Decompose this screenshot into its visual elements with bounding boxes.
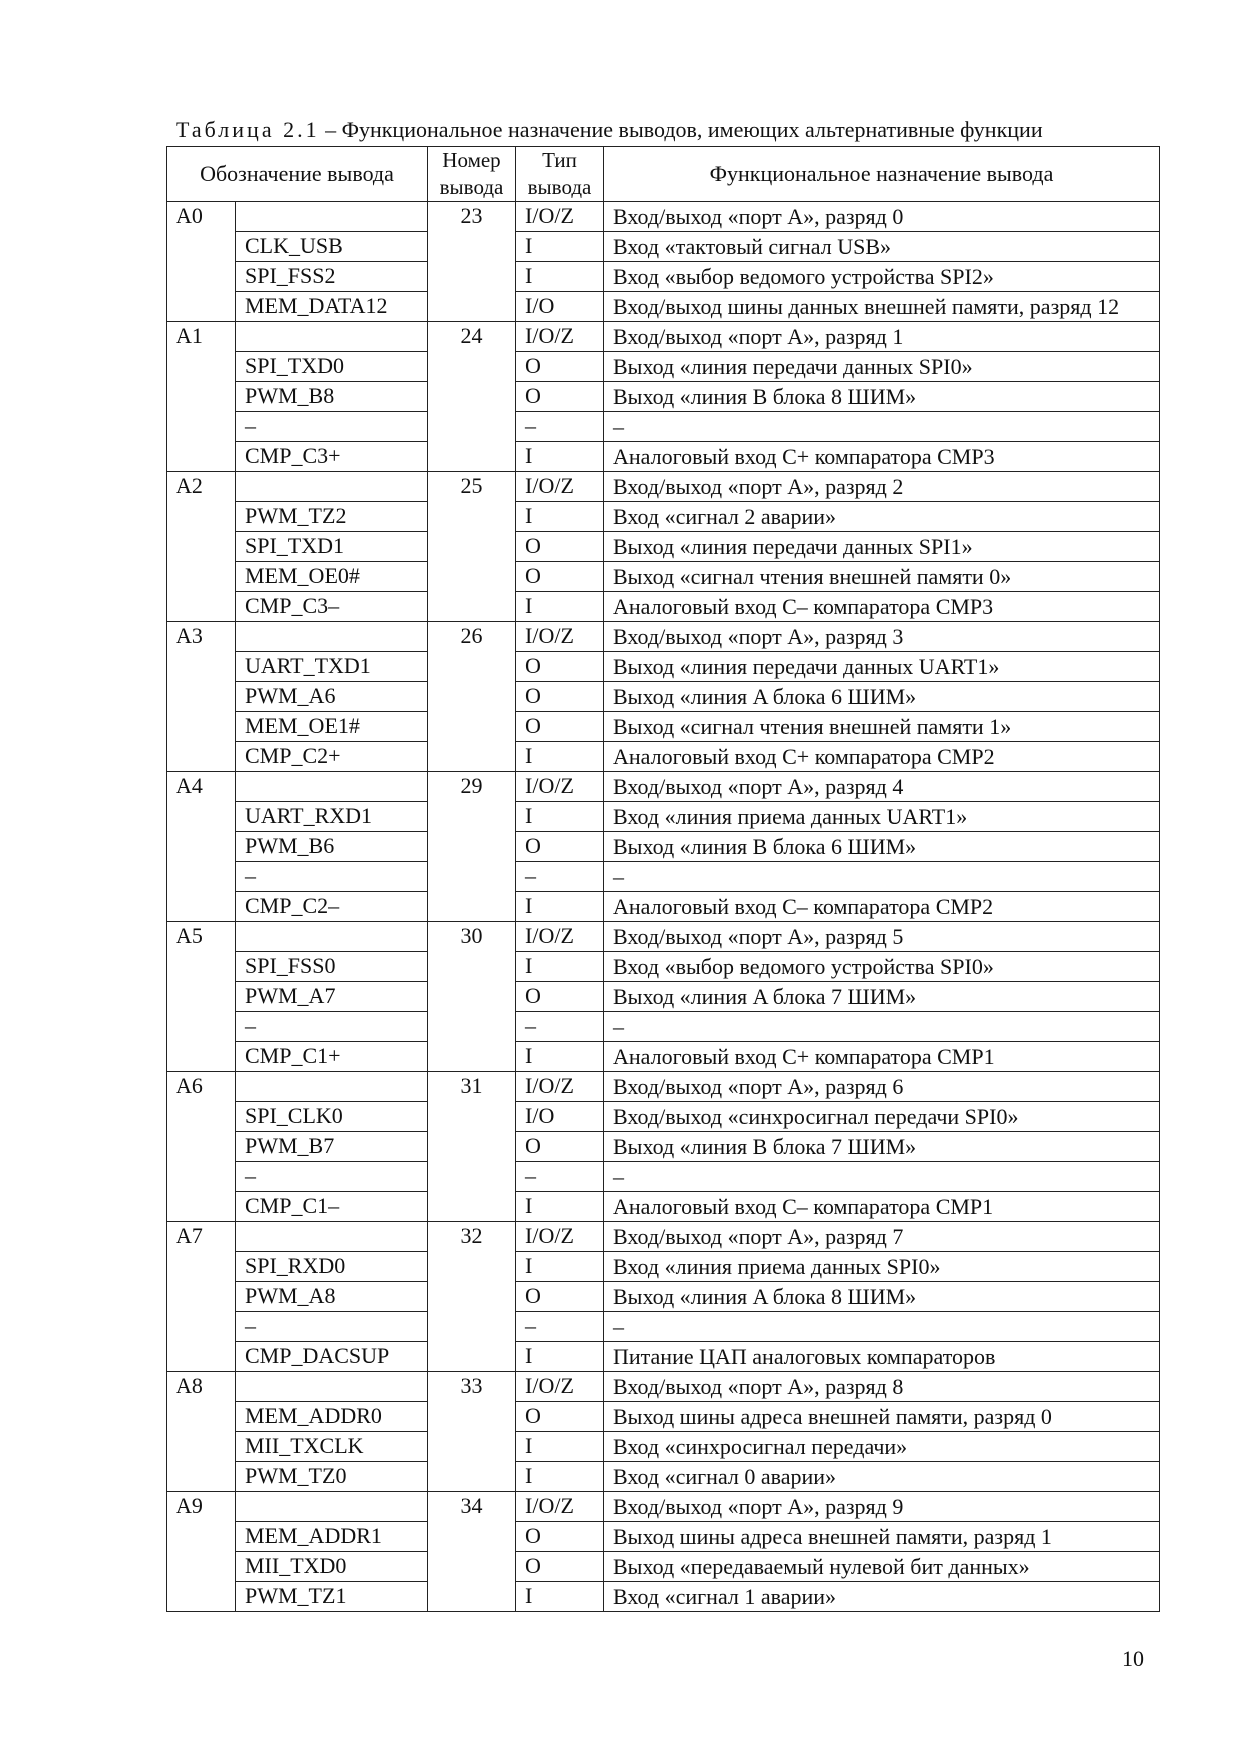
function-description-cell: Выход «линия A блока 6 ШИМ»: [604, 682, 1160, 712]
function-description-cell: Выход «линия B блока 6 ШИМ»: [604, 832, 1160, 862]
table-row: [167, 1372, 1160, 1402]
pin-type-cell: I/O/Z: [516, 1222, 604, 1252]
function-description-cell: Вход «тактовый сигнал USB»: [604, 232, 1160, 262]
function-description-cell: Выход «линия передачи данных UART1»: [604, 652, 1160, 682]
function-description-cell: Выход «линия передачи данных SPI1»: [604, 532, 1160, 562]
alt-function-cell: MEM_DATA12: [236, 292, 428, 322]
alt-function-cell: CMP_C2–: [236, 892, 428, 922]
function-description-cell: Выход «сигнал чтения внешней памяти 1»: [604, 712, 1160, 742]
function-description-cell: Выход «передаваемый нулевой бит данных»: [604, 1552, 1160, 1582]
alt-function-cell: UART_RXD1: [236, 802, 428, 832]
function-description-cell: Аналоговый вход C+ компаратора CMP3: [604, 442, 1160, 472]
table-row: [167, 712, 1160, 742]
table-row: [167, 562, 1160, 592]
alt-function-cell: PWM_TZ1: [236, 1582, 428, 1612]
alt-function-cell: [236, 772, 428, 802]
function-description-cell: Вход «линия приема данных UART1»: [604, 802, 1160, 832]
table-row: [167, 952, 1160, 982]
pin-type-cell: I: [516, 1342, 604, 1372]
table-row: [167, 232, 1160, 262]
pin-type-cell: I: [516, 1042, 604, 1072]
pin-type-cell: –: [516, 1012, 604, 1042]
table-row: [167, 532, 1160, 562]
pin-number-cell: 32: [428, 1222, 516, 1372]
table-row: [167, 412, 1160, 442]
table-row: [167, 892, 1160, 922]
pin-designation-cell: A0: [167, 202, 236, 322]
function-description-cell: Вход «выбор ведомого устройства SPI0»: [604, 952, 1160, 982]
header-function: Функциональное назначение вывода: [604, 147, 1160, 202]
pin-type-cell: O: [516, 982, 604, 1012]
pin-number-cell: 26: [428, 622, 516, 772]
pin-type-cell: I/O/Z: [516, 1372, 604, 1402]
pin-type-cell: I: [516, 892, 604, 922]
pin-designation-cell: A2: [167, 472, 236, 622]
table-row: [167, 1402, 1160, 1432]
alt-function-cell: CMP_C2+: [236, 742, 428, 772]
alt-function-cell: MEM_OE0#: [236, 562, 428, 592]
pin-type-cell: O: [516, 712, 604, 742]
alt-function-cell: PWM_A6: [236, 682, 428, 712]
pin-type-cell: I: [516, 1252, 604, 1282]
table-row: [167, 1582, 1160, 1612]
table-row: [167, 322, 1160, 352]
function-description-cell: Вход/выход «порт A», разряд 6: [604, 1072, 1160, 1102]
alt-function-cell: –: [236, 862, 428, 892]
header-pin-number-line2: вывода: [439, 175, 504, 199]
pin-number-cell: 23: [428, 202, 516, 322]
pin-type-cell: O: [516, 832, 604, 862]
function-description-cell: Питание ЦАП аналоговых компараторов: [604, 1342, 1160, 1372]
function-description-cell: Аналоговый вход C– компаратора CMP2: [604, 892, 1160, 922]
alt-function-cell: PWM_B6: [236, 832, 428, 862]
table-row: [167, 772, 1160, 802]
alt-function-cell: SPI_CLK0: [236, 1102, 428, 1132]
alt-function-cell: [236, 622, 428, 652]
alt-function-cell: MEM_ADDR0: [236, 1402, 428, 1432]
pin-designation-cell: A8: [167, 1372, 236, 1492]
function-description-cell: Вход/выход «порт A», разряд 0: [604, 202, 1160, 232]
function-description-cell: Выход «линия B блока 8 ШИМ»: [604, 382, 1160, 412]
alt-function-cell: MII_TXD0: [236, 1552, 428, 1582]
table-row: [167, 352, 1160, 382]
alt-function-cell: SPI_TXD0: [236, 352, 428, 382]
table-body: [167, 202, 1160, 1612]
table-row: [167, 1432, 1160, 1462]
alt-function-cell: PWM_A8: [236, 1282, 428, 1312]
table-row: [167, 1192, 1160, 1222]
alt-function-cell: PWM_TZ2: [236, 502, 428, 532]
pin-number-cell: 33: [428, 1372, 516, 1492]
pin-type-cell: I/O/Z: [516, 922, 604, 952]
table-row: [167, 1282, 1160, 1312]
alt-function-cell: [236, 922, 428, 952]
alt-function-cell: SPI_TXD1: [236, 532, 428, 562]
pin-type-cell: O: [516, 1132, 604, 1162]
function-description-cell: Выход «линия передачи данных SPI0»: [604, 352, 1160, 382]
table-row: [167, 1102, 1160, 1132]
table-row: [167, 292, 1160, 322]
function-description-cell: –: [604, 1312, 1160, 1342]
function-description-cell: Вход/выход «порт A», разряд 2: [604, 472, 1160, 502]
alt-function-cell: –: [236, 412, 428, 442]
table-row: [167, 502, 1160, 532]
pin-number-cell: 30: [428, 922, 516, 1072]
pin-designation-cell: A9: [167, 1492, 236, 1612]
pin-number-cell: 29: [428, 772, 516, 922]
pin-type-cell: I: [516, 442, 604, 472]
table-row: [167, 1072, 1160, 1102]
table-row: [167, 982, 1160, 1012]
function-description-cell: Вход/выход «порт A», разряд 8: [604, 1372, 1160, 1402]
table-row: [167, 382, 1160, 412]
pin-type-cell: I: [516, 1462, 604, 1492]
table-row: [167, 1252, 1160, 1282]
function-description-cell: Вход/выход «порт A», разряд 4: [604, 772, 1160, 802]
table-row: [167, 742, 1160, 772]
function-description-cell: –: [604, 412, 1160, 442]
table-row: [167, 832, 1160, 862]
pin-type-cell: I/O/Z: [516, 772, 604, 802]
alt-function-cell: SPI_RXD0: [236, 1252, 428, 1282]
pin-type-cell: I: [516, 1582, 604, 1612]
function-description-cell: Выход шины адреса внешней памяти, разряд 1: [604, 1522, 1160, 1552]
table-row: [167, 1492, 1160, 1522]
function-description-cell: Аналоговый вход C– компаратора CMP3: [604, 592, 1160, 622]
alt-function-cell: [236, 1222, 428, 1252]
alt-function-cell: [236, 322, 428, 352]
header-designation: Обозначение вывода: [167, 147, 428, 202]
table-row: [167, 1222, 1160, 1252]
pin-type-cell: O: [516, 352, 604, 382]
pin-type-cell: I/O/Z: [516, 1072, 604, 1102]
alt-function-cell: CMP_DACSUP: [236, 1342, 428, 1372]
pin-type-cell: O: [516, 1522, 604, 1552]
header-pin-number-line1: Номер: [442, 148, 501, 172]
pin-type-cell: I: [516, 1432, 604, 1462]
alt-function-cell: CLK_USB: [236, 232, 428, 262]
table-caption-label: Таблица 2.1: [176, 117, 320, 142]
pin-type-cell: O: [516, 382, 604, 412]
function-description-cell: Выход «сигнал чтения внешней памяти 0»: [604, 562, 1160, 592]
table-row: [167, 622, 1160, 652]
pin-type-cell: I/O/Z: [516, 202, 604, 232]
alt-function-cell: CMP_C1–: [236, 1192, 428, 1222]
pin-type-cell: I: [516, 1192, 604, 1222]
pin-type-cell: I: [516, 592, 604, 622]
function-description-cell: Выход «линия A блока 7 ШИМ»: [604, 982, 1160, 1012]
alt-function-cell: SPI_FSS0: [236, 952, 428, 982]
table-row: [167, 472, 1160, 502]
alt-function-cell: MEM_ADDR1: [236, 1522, 428, 1552]
table-row: [167, 1312, 1160, 1342]
page-number: 10: [1122, 1646, 1144, 1671]
table-row: [167, 1522, 1160, 1552]
pin-designation-cell: A5: [167, 922, 236, 1072]
alt-function-cell: –: [236, 1162, 428, 1192]
pin-type-cell: I/O/Z: [516, 472, 604, 502]
header-pin-type: [516, 147, 604, 202]
function-description-cell: –: [604, 862, 1160, 892]
table-caption: [176, 116, 1043, 144]
table-row: [167, 1342, 1160, 1372]
alt-function-cell: SPI_FSS2: [236, 262, 428, 292]
table-row: [167, 802, 1160, 832]
alt-function-cell: PWM_B8: [236, 382, 428, 412]
function-description-cell: Аналоговый вход C+ компаратора CMP2: [604, 742, 1160, 772]
table-row: [167, 1462, 1160, 1492]
pin-type-cell: O: [516, 1552, 604, 1582]
pin-number-cell: 31: [428, 1072, 516, 1222]
function-description-cell: –: [604, 1162, 1160, 1192]
pin-type-cell: I: [516, 802, 604, 832]
alt-function-cell: PWM_A7: [236, 982, 428, 1012]
alt-function-cell: –: [236, 1012, 428, 1042]
pin-designation-cell: A4: [167, 772, 236, 922]
pin-type-cell: I: [516, 502, 604, 532]
function-description-cell: Аналоговый вход C– компаратора CMP1: [604, 1192, 1160, 1222]
alt-function-cell: [236, 1492, 428, 1522]
pin-number-cell: 34: [428, 1492, 516, 1612]
table-row: [167, 262, 1160, 292]
function-description-cell: Выход «линия A блока 8 ШИМ»: [604, 1282, 1160, 1312]
alt-function-cell: CMP_C3–: [236, 592, 428, 622]
table-row: [167, 1552, 1160, 1582]
alt-function-cell: –: [236, 1312, 428, 1342]
alt-function-cell: [236, 472, 428, 502]
header-pin-type-line2: вывода: [527, 175, 592, 199]
pin-type-cell: O: [516, 1402, 604, 1432]
alt-function-cell: PWM_B7: [236, 1132, 428, 1162]
function-description-cell: Вход «сигнал 0 аварии»: [604, 1462, 1160, 1492]
table-row: [167, 682, 1160, 712]
table-row: [167, 652, 1160, 682]
function-description-cell: Вход/выход шины данных внешней памяти, разряд 12: [604, 292, 1160, 322]
alt-function-cell: MEM_OE1#: [236, 712, 428, 742]
pin-designation-cell: A1: [167, 322, 236, 472]
pin-type-cell: I/O/Z: [516, 622, 604, 652]
pin-type-cell: I: [516, 262, 604, 292]
pin-type-cell: –: [516, 862, 604, 892]
table-row: [167, 592, 1160, 622]
pin-type-cell: O: [516, 562, 604, 592]
table-row: [167, 862, 1160, 892]
function-description-cell: Вход «сигнал 1 аварии»: [604, 1582, 1160, 1612]
pin-function-table: [166, 146, 1160, 1612]
function-description-cell: –: [604, 1012, 1160, 1042]
table-header-row: [167, 147, 1160, 202]
function-description-cell: Вход «линия приема данных SPI0»: [604, 1252, 1160, 1282]
pin-type-cell: I/O: [516, 1102, 604, 1132]
pin-type-cell: I: [516, 232, 604, 262]
pin-type-cell: –: [516, 1312, 604, 1342]
pin-type-cell: I/O/Z: [516, 322, 604, 352]
function-description-cell: Вход/выход «порт A», разряд 5: [604, 922, 1160, 952]
pin-type-cell: O: [516, 532, 604, 562]
pin-type-cell: O: [516, 652, 604, 682]
pin-type-cell: –: [516, 412, 604, 442]
pin-type-cell: –: [516, 1162, 604, 1192]
pin-number-cell: 25: [428, 472, 516, 622]
table-row: [167, 1132, 1160, 1162]
function-description-cell: Вход «выбор ведомого устройства SPI2»: [604, 262, 1160, 292]
alt-function-cell: UART_TXD1: [236, 652, 428, 682]
pin-type-cell: I: [516, 742, 604, 772]
function-description-cell: Вход/выход «порт A», разряд 7: [604, 1222, 1160, 1252]
table-row: [167, 202, 1160, 232]
pin-type-cell: O: [516, 1282, 604, 1312]
alt-function-cell: CMP_C3+: [236, 442, 428, 472]
alt-function-cell: CMP_C1+: [236, 1042, 428, 1072]
header-pin-number: [428, 147, 516, 202]
table-row: [167, 1042, 1160, 1072]
alt-function-cell: MII_TXCLK: [236, 1432, 428, 1462]
pin-type-cell: O: [516, 682, 604, 712]
pin-designation-cell: A3: [167, 622, 236, 772]
table-row: [167, 1012, 1160, 1042]
alt-function-cell: [236, 1372, 428, 1402]
header-pin-type-line1: Тип: [542, 148, 577, 172]
table-row: [167, 922, 1160, 952]
function-description-cell: Вход/выход «порт A», разряд 1: [604, 322, 1160, 352]
function-description-cell: Вход «сигнал 2 аварии»: [604, 502, 1160, 532]
table-row: [167, 442, 1160, 472]
function-description-cell: Выход шины адреса внешней памяти, разряд 0: [604, 1402, 1160, 1432]
function-description-cell: Аналоговый вход C+ компаратора CMP1: [604, 1042, 1160, 1072]
function-description-cell: Выход «линия B блока 7 ШИМ»: [604, 1132, 1160, 1162]
function-description-cell: Вход/выход «порт A», разряд 3: [604, 622, 1160, 652]
function-description-cell: Вход/выход «синхросигнал передачи SPI0»: [604, 1102, 1160, 1132]
pin-type-cell: I: [516, 952, 604, 982]
table-row: [167, 1162, 1160, 1192]
pin-designation-cell: A6: [167, 1072, 236, 1222]
alt-function-cell: [236, 1072, 428, 1102]
pin-type-cell: I/O: [516, 292, 604, 322]
alt-function-cell: [236, 202, 428, 232]
pin-number-cell: 24: [428, 322, 516, 472]
function-description-cell: Вход «синхросигнал передачи»: [604, 1432, 1160, 1462]
pin-type-cell: I/O/Z: [516, 1492, 604, 1522]
pin-designation-cell: A7: [167, 1222, 236, 1372]
table-caption-text: – Функциональное назначение выводов, имеющих альтернативные функции: [319, 117, 1043, 142]
function-description-cell: Вход/выход «порт A», разряд 9: [604, 1492, 1160, 1522]
alt-function-cell: PWM_TZ0: [236, 1462, 428, 1492]
